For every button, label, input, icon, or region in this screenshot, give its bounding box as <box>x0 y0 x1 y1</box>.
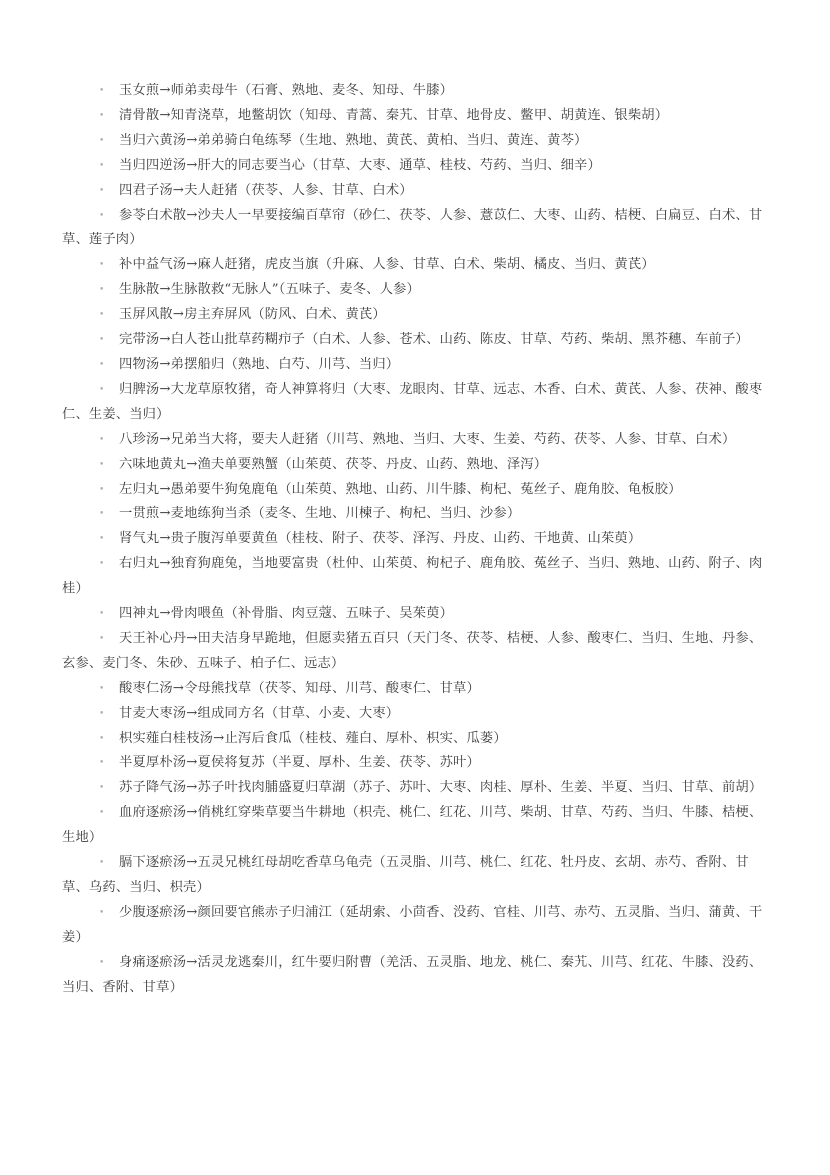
ingredients-text: （茯苓、知母、川芎、酸枣仁、甘草） <box>251 680 480 696</box>
list-item <box>62 751 770 776</box>
ingredients-text: （补骨脂、肉豆蔻、五味子、吴茱萸） <box>224 606 454 622</box>
arrow-icon: → <box>159 606 171 622</box>
list-item <box>62 204 770 254</box>
mnemonic-text: 贵子腹泻单要黄鱼 <box>170 531 279 547</box>
arrow-icon: → <box>213 730 225 746</box>
formula-name: 酸枣仁汤 <box>119 680 173 696</box>
formula-name: 身痛逐瘀汤 <box>119 954 187 970</box>
bullet-icon: • <box>99 110 105 121</box>
list-item <box>62 328 770 353</box>
list-item <box>62 627 770 677</box>
bullet-icon: • <box>99 683 105 694</box>
formula-name: 生脉散 <box>119 282 160 298</box>
formula-name: 八珍汤 <box>119 431 160 447</box>
mnemonic-text: 五灵兄桃红母胡吃香草乌龟壳 <box>197 855 373 871</box>
ingredients-text: （白术、人参、苍术、山药、陈皮、甘草、芍药、柴胡、黑芥穗、车前子） <box>305 332 749 348</box>
formula-name: 当归四逆汤 <box>119 157 187 173</box>
arrow-icon: → <box>159 356 171 372</box>
formula-name: 血府逐瘀汤 <box>119 805 187 821</box>
bullet-icon: • <box>99 86 105 96</box>
ingredients-text: （石膏、熟地、麦冬、知母、牛膝） <box>237 83 454 98</box>
mnemonic-text: 麻人赶猪，虎皮当旗 <box>197 257 319 273</box>
bullet-icon: • <box>99 957 105 968</box>
arrow-icon: → <box>159 556 171 572</box>
ingredients-text: （五味子、麦冬、人参） <box>278 282 420 298</box>
formula-name: 归脾汤 <box>119 381 160 397</box>
mnemonic-text: 组成同方名 <box>197 705 265 721</box>
mnemonic-text: 兄弟当大将，要夫人赶猪 <box>170 431 319 447</box>
formula-name: 右归丸 <box>119 556 160 572</box>
formula-name: 膈下逐瘀汤 <box>119 855 187 871</box>
arrow-icon: → <box>186 207 198 223</box>
arrow-icon: → <box>186 855 198 871</box>
arrow-icon: → <box>186 132 198 148</box>
list-item <box>62 79 770 104</box>
formula-name: 四神丸 <box>119 606 160 622</box>
bullet-icon: • <box>99 185 105 196</box>
ingredients-text: （茯苓、人参、甘草、白术） <box>237 182 413 198</box>
ingredients-text: （川芎、熟地、当归、大枣、生姜、芍药、茯苓、人参、甘草、白术） <box>318 431 736 447</box>
formula-name: 完带汤 <box>119 332 160 348</box>
mnemonic-text: 夏侯将复苏 <box>197 755 265 771</box>
list-item <box>62 353 770 378</box>
ingredients-text: （半夏、厚朴、生姜、茯苓、苏叶） <box>264 755 480 771</box>
list-item <box>62 951 770 1001</box>
bullet-icon: • <box>99 858 105 869</box>
bullet-icon: • <box>99 708 105 719</box>
list-item <box>62 801 770 851</box>
list-item <box>62 478 770 503</box>
list-item <box>62 253 770 278</box>
bullet-icon: • <box>99 434 105 445</box>
mnemonic-text: 房主弃屏风 <box>184 307 252 323</box>
arrow-icon: → <box>186 904 198 920</box>
ingredients-text: （天门冬、茯苓、桔梗、人参、酸枣仁、当归、生地、丹参、玄参、麦门冬、朱砂、五味子、柏子仁、远志） <box>62 630 763 671</box>
list-item <box>62 727 770 752</box>
list-item <box>62 129 770 154</box>
ingredients-text: （羌活、五灵脂、地龙、桃仁、秦艽、川芎、红花、牛膝、没药、当归、香附、甘草） <box>62 954 763 995</box>
mnemonic-text: 生脉散救“无脉人” <box>170 282 279 298</box>
bullet-icon: • <box>99 135 105 146</box>
list-item <box>62 702 770 727</box>
formula-name: 参苓白术散 <box>119 207 187 223</box>
mnemonic-text: 白人苍山批草药糊疖子 <box>170 332 306 348</box>
ingredients-text: （升麻、人参、甘草、白术、柴胡、橘皮、当归、黄芪） <box>318 257 655 273</box>
ingredients-text: （知母、青蒿、秦艽、甘草、地骨皮、鳖甲、胡黄连、银柴胡） <box>291 107 669 123</box>
ingredients-text: （熟地、白芍、川芎、当归） <box>224 356 400 372</box>
mnemonic-text: 弟弟骑白龟练琴 <box>197 132 292 148</box>
mnemonic-text: 止泻后食瓜 <box>224 730 292 746</box>
ingredients-text: （山茱萸、熟地、山药、川牛膝、枸杞、菟丝子、鹿角胶、龟板胶） <box>278 481 682 497</box>
formula-name: 清骨散 <box>119 107 160 123</box>
mnemonic-text: 夫人赶猪 <box>184 182 238 198</box>
mnemonic-text: 独育狗鹿兔，当地要富贵 <box>170 556 319 572</box>
list-item <box>62 453 770 478</box>
mnemonic-text: 大龙草原牧猪，奇人神算将归 <box>170 381 346 397</box>
list-item <box>62 378 770 428</box>
formula-name: 甘麦大枣汤 <box>119 705 187 721</box>
ingredients-text: （延胡索、小茴香、没药、官桂、川芎、赤芍、五灵脂、当归、蒲黄、干姜） <box>62 904 763 945</box>
formula-name: 天王补心丹 <box>119 630 187 646</box>
bullet-icon: • <box>99 907 105 918</box>
bullet-icon: • <box>99 733 105 744</box>
mnemonic-text: 麦地练狗当杀 <box>170 506 252 522</box>
mnemonic-text: 俏桃红穿柴草要当牛耕地 <box>197 805 346 821</box>
arrow-icon: → <box>172 182 185 198</box>
bullet-icon: • <box>99 484 105 495</box>
ingredients-text: （苏子、苏叶、大枣、肉桂、厚朴、生姜、半夏、当归、甘草、前胡） <box>345 780 763 796</box>
arrow-icon: → <box>186 456 198 472</box>
list-item <box>62 502 770 527</box>
bullet-icon: • <box>99 509 105 520</box>
formula-name: 半夏厚朴汤 <box>119 755 187 771</box>
bullet-icon: • <box>99 633 105 644</box>
arrow-icon: → <box>186 805 198 821</box>
bullet-icon: • <box>99 335 105 346</box>
arrow-icon: → <box>186 755 198 771</box>
list-item <box>62 602 770 627</box>
mnemonic-text: 沙夫人一早要接编百草帘 <box>197 207 346 223</box>
formula-name: 玉女煎 <box>119 83 160 98</box>
mnemonic-text: 颜回要官熊赤子归浦江 <box>197 904 332 920</box>
arrow-icon: → <box>172 680 185 696</box>
arrow-icon: → <box>186 257 198 273</box>
ingredients-text: （枳壳、桃仁、红花、川芎、柴胡、甘草、芍药、当归、牛膝、桔梗、生地） <box>62 805 763 846</box>
formula-name: 补中益气汤 <box>119 257 187 273</box>
arrow-icon: → <box>159 282 171 298</box>
formula-name: 玉屏风散 <box>119 307 173 323</box>
list-item <box>62 303 770 328</box>
arrow-icon: → <box>159 107 171 123</box>
ingredients-text: （桂枝、附子、茯苓、泽泻、丹皮、山药、干地黄、山茱萸） <box>278 531 642 547</box>
ingredients-text: （砂仁、茯苓、人参、薏苡仁、大枣、山药、桔梗、白扁豆、白术、甘草、莲子肉） <box>62 207 763 248</box>
mnemonic-text: 知青浇草，地鳖胡饮 <box>170 107 292 123</box>
bullet-icon: • <box>99 783 105 794</box>
formula-name: 四物汤 <box>119 356 160 372</box>
arrow-icon: → <box>159 83 171 98</box>
arrow-icon: → <box>159 506 171 522</box>
formula-name: 四君子汤 <box>119 182 173 198</box>
arrow-icon: → <box>186 954 198 970</box>
bullet-icon: • <box>99 260 105 271</box>
ingredients-text: （大枣、龙眼肉、甘草、远志、木香、白术、黄芪、人参、茯神、酸枣仁、生姜、当归） <box>62 381 763 422</box>
list-item <box>62 428 770 453</box>
bullet-icon: • <box>99 285 105 296</box>
mnemonic-text: 活灵龙逃秦川，红牛要归附曹 <box>197 954 373 970</box>
formula-name: 枳实薤白桂枝汤 <box>119 730 214 746</box>
list-item <box>62 677 770 702</box>
arrow-icon: → <box>186 630 198 646</box>
bullet-icon: • <box>99 808 105 819</box>
mnemonic-text: 苏子叶找肉脯盛夏归草湖 <box>197 780 346 796</box>
arrow-icon: → <box>172 307 185 323</box>
formula-name: 肾气丸 <box>119 531 160 547</box>
mnemonic-text: 渔夫单要熟蟹 <box>197 456 279 472</box>
bullet-icon: • <box>99 758 105 769</box>
arrow-icon: → <box>159 531 171 547</box>
mnemonic-text: 师弟卖母牛 <box>170 83 238 98</box>
ingredients-text: （甘草、小麦、大枣） <box>264 705 400 721</box>
ingredients-text: （甘草、大枣、通草、桂枝、芍药、当归、细辛） <box>305 157 601 173</box>
ingredients-text: （桂枝、薤白、厚朴、枳实、瓜蒌） <box>291 730 507 746</box>
arrow-icon: → <box>159 381 171 397</box>
list-item <box>62 552 770 602</box>
formula-name: 左归丸 <box>119 481 160 497</box>
bullet-icon: • <box>99 534 105 545</box>
mnemonic-text: 令母熊找草 <box>184 680 252 696</box>
ingredients-text: （杜仲、山茱萸、枸杞子、鹿角胶、菟丝子、当归、熟地、山药、附子、肉桂） <box>62 556 763 597</box>
list-item <box>62 154 770 179</box>
ingredients-text: （山茱萸、茯苓、丹皮、山药、熟地、泽泻） <box>278 456 548 472</box>
mnemonic-text: 田夫洁身早跪地，但愿卖猪五百只 <box>197 630 400 646</box>
arrow-icon: → <box>159 431 171 447</box>
arrow-icon: → <box>159 332 171 348</box>
bullet-icon: • <box>99 310 105 321</box>
list-item <box>62 278 770 303</box>
formula-name: 少腹逐瘀汤 <box>119 904 187 920</box>
ingredients-text: （五灵脂、川芎、桃仁、红花、牡丹皮、玄胡、赤芍、香附、甘草、乌药、当归、枳壳） <box>62 855 749 895</box>
bullet-icon: • <box>99 459 105 470</box>
mnemonic-text: 愚弟要牛狗兔鹿龟 <box>170 481 279 497</box>
ingredients-text: （生地、熟地、黄芪、黄柏、当归、黄连、黄芩） <box>291 132 588 148</box>
formula-name: 当归六黄汤 <box>119 132 187 148</box>
mnemonic-text: 肝大的同志要当心 <box>197 157 306 173</box>
bullet-icon: • <box>99 559 105 570</box>
arrow-icon: → <box>186 157 198 173</box>
formula-name: 六味地黄丸 <box>119 456 187 472</box>
arrow-icon: → <box>186 780 198 796</box>
list-item <box>62 901 770 951</box>
bullet-icon: • <box>99 160 105 171</box>
formula-name: 苏子降气汤 <box>119 780 187 796</box>
list-item <box>62 104 770 129</box>
bullet-icon: • <box>99 384 105 395</box>
formula-mnemonic-list <box>62 79 770 1001</box>
list-item <box>62 851 770 901</box>
ingredients-text: （麦冬、生地、川楝子、枸杞、当归、沙参） <box>251 506 521 522</box>
list-item <box>62 776 770 801</box>
bullet-icon: • <box>99 210 105 221</box>
bullet-icon: • <box>99 609 105 620</box>
bullet-icon: • <box>99 359 105 370</box>
arrow-icon: → <box>186 705 198 721</box>
arrow-icon: → <box>159 481 171 497</box>
list-item <box>62 527 770 552</box>
list-item <box>62 179 770 204</box>
ingredients-text: （防风、白术、黄芪） <box>251 307 386 323</box>
mnemonic-text: 弟摆船归 <box>170 356 225 372</box>
formula-name: 一贯煎 <box>119 506 160 522</box>
mnemonic-text: 骨肉喂鱼 <box>170 606 225 622</box>
